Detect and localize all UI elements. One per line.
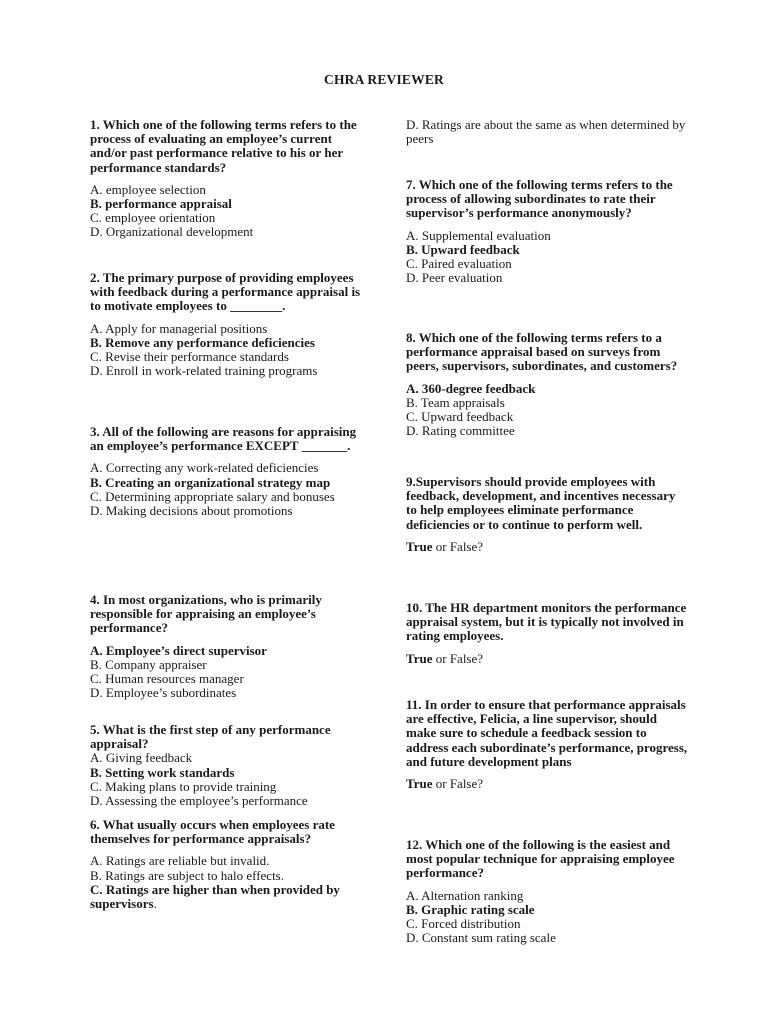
question-text: 6. What usually occurs when employees rate themselves for performance appraisals? [90,817,335,847]
question-10 [406,601,688,666]
question-7 [406,178,688,285]
option-c-correct [90,883,365,911]
question-1 [90,118,365,240]
question-text: 1. Which one of the following terms refers to the process of evaluating an employee’s current and/or past performance relative to his or her performance standards? [90,117,357,175]
option-d: D. Organizational development [90,224,254,240]
question-text: 10. The HR department monitors the performance appraisal system, but it is typically not involved in rating employees. [406,600,687,644]
question-5 [90,723,365,808]
answer-rest: or False? [432,538,484,554]
option-d: D. Assessing the employee’s performance [90,793,308,809]
option-b-correct: B. Remove any performance deficiencies [90,334,315,350]
question-8 [406,331,688,438]
answer-true: True [406,776,433,792]
option-d: D. Ratings are about the same as when determined by peers [406,117,686,147]
option-b: B. Team appraisals [406,394,505,410]
option-c: C. employee orientation [90,210,216,226]
option-b-correct: B. Creating an organizational strategy map [90,474,331,490]
option-c: C. Forced distribution [406,916,521,932]
page-title: CHRA REVIEWER [324,72,444,87]
option-d: D. Enroll in work-related training programs [90,363,318,379]
option-c: C. Paired evaluation [406,256,512,272]
question-3 [90,425,365,518]
answer-true: True [406,538,433,554]
option-a: A. employee selection [90,181,206,197]
option-d: D. Rating committee [406,423,515,439]
true-false-answer [406,652,688,666]
option-a: A. Apply for managerial positions [90,320,268,336]
option-b-correct: B. performance appraisal [90,196,232,212]
question-4 [90,593,365,700]
option-a: A. Ratings are reliable but invalid. [90,853,270,869]
question-text: 2. The primary purpose of providing employees with feedback during a performance appraisal is to motivate employees to ________. [90,270,361,314]
question-text: 7. Which one of the following terms refers to the process of allowing subordinates to rate their supervisor’s performance anonymously? [406,177,673,221]
question-text: 11. In order to ensure that performance appraisals are effective, Felicia, a line supervisor, should make sure to schedule a feedback session to address each subordinate’s performance, progress, and future development plans [406,697,688,769]
option-d: D. Making decisions about promotions [90,503,293,519]
option-c: C. Determining appropriate salary and bonuses [90,488,335,504]
option-a: A. Giving feedback [90,750,193,766]
question-text: 4. In most organizations, who is primarily responsible for appraising an employee’s performance? [90,592,322,636]
option-d: D. Peer evaluation [406,270,503,286]
option-c-text: C. Ratings are higher than when provided by supervisors [90,881,340,912]
question-12 [406,838,688,945]
question-11 [406,698,688,791]
true-false-answer [406,540,688,554]
option-b-correct: B. Setting work standards [90,764,235,780]
option-d: D. Employee’s subordinates [90,685,237,701]
option-a: A. Alternation ranking [406,887,524,903]
question-text: 8. Which one of the following terms refers to a performance appraisal based on surveys from peers, supervisors, subordinates, and customers? [406,330,678,374]
question-6-continued [406,118,688,146]
option-b: B. Company appraiser [90,656,207,672]
answer-rest: or False? [432,650,484,666]
question-text: 9.Supervisors should provide employees with feedback, development, and incentives necessary to help employees eliminate performance deficiencies or to continue to perform well. [406,474,676,532]
option-c-period: . [153,896,157,912]
true-false-answer [406,777,688,791]
option-c: C. Upward feedback [406,409,514,425]
option-a-correct: A. 360-degree feedback [406,380,536,396]
option-c: C. Revise their performance standards [90,349,289,365]
answer-rest: or False? [432,776,484,792]
option-d: D. Constant sum rating scale [406,930,556,946]
option-c: C. Human resources manager [90,671,244,687]
option-b-correct: B. Graphic rating scale [406,901,535,917]
option-a: A. Supplemental evaluation [406,227,551,243]
option-a-correct: A. Employee’s direct supervisor [90,642,267,658]
option-b-correct: B. Upward feedback [406,241,520,257]
question-text: 3. All of the following are reasons for appraising an employee’s performance EXCEPT _______. [90,424,357,454]
question-2 [90,271,365,378]
question-6 [90,818,365,911]
option-a: A. Correcting any work-related deficiencies [90,460,319,476]
question-text: 12. Which one of the following is the easiest and most popular technique for appraising employee performance? [406,837,675,881]
option-c: C. Making plans to provide training [90,778,277,794]
option-b: B. Ratings are subject to halo effects. [90,867,284,883]
answer-true: True [406,650,433,666]
question-9 [406,475,688,554]
question-text: 5. What is the first step of any performance appraisal? [90,722,331,752]
